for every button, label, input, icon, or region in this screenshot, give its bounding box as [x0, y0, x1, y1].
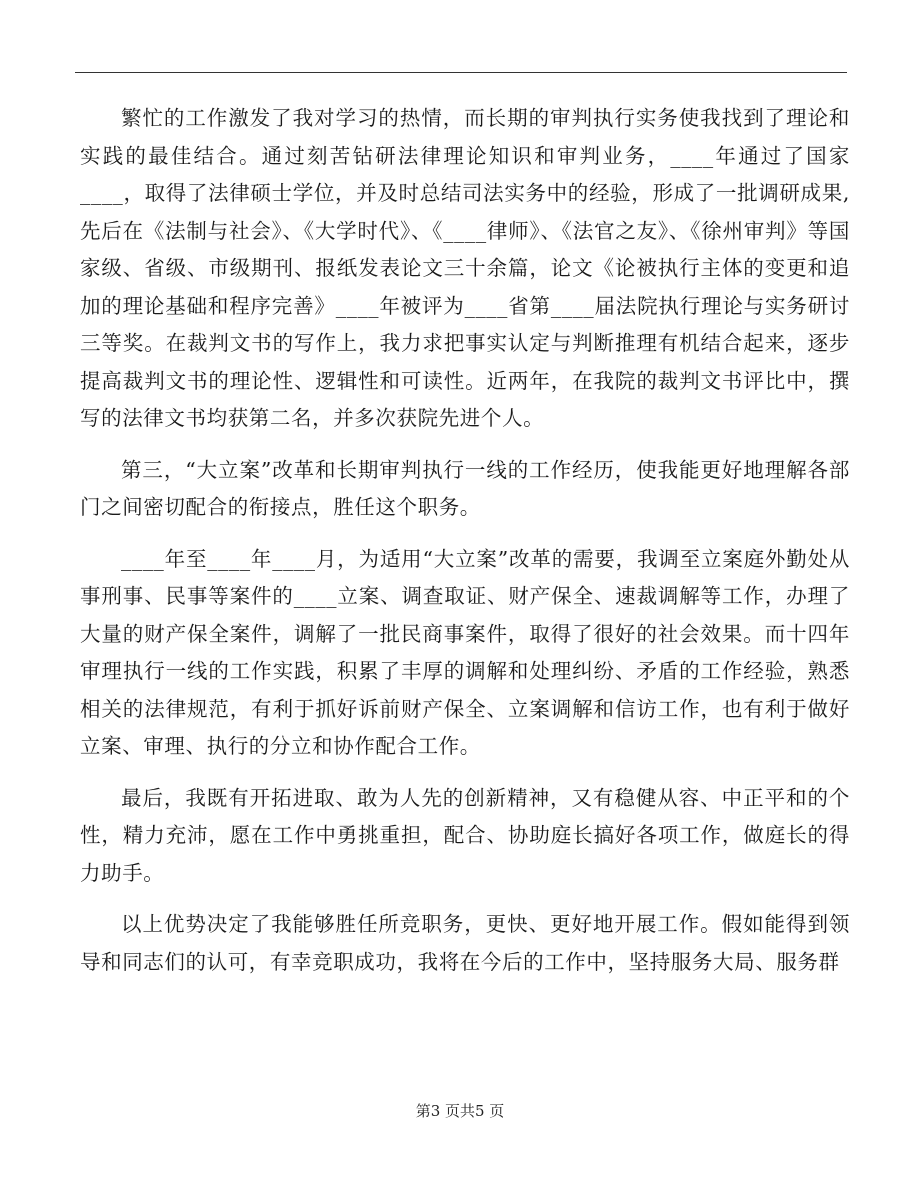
document-body [80, 100, 850, 981]
page-number-footer: 第3 页共5 页 [415, 1102, 505, 1120]
header-divider [75, 72, 847, 73]
paragraph-third-advantage: 第三，“大立案”改革和长期审判执行一线的工作经历，使我能更好地理解各部门之间密切配合的衔接点，胜任这个职务。 [80, 457, 850, 519]
paragraph-case-filing-work: ____年至____年____月，为适用“大立案”改革的需要，我调至立案庭外勤处从事刑事、民事等案件的____立案、调查取证、财产保全、速裁调解等工作，办理了大量的财产保全案件，调解了一批民商事案件，取得了很好的社会效果。而十四年审理执行一线的工作实践，积累了丰厚的调解和处理纠纷、矛盾的工作经验，熟悉相关的法律规范，有利于抓好诉前财产保全、立案调解和信访工作，也有利于做好立案、审理、执行的分立和协作配合工作。 [80, 546, 850, 758]
paragraph-study-and-research: 繁忙的工作激发了我对学习的热情，而长期的审判执行实务使我找到了理论和实践的最佳结合。通过刻苦钻研法律理论知识和审判业务，____年通过了国家____，取得了法律硕士学位，并及时总结司法实务中的经验，形成了一批调研成果,先后在《法制与社会》、《大学时代》、《____律师》、《法官之友》、《徐州审判》等国家级、省级、市级期刊、报纸发表论文三十余篇，论文《论被执行主体的变更和追加的理论基础和程序完善》____年被评为____省第____届法院执行理论与实务研讨三等奖。在裁判文书的写作上，我力求把事实认定与判断推理有机结合起来，逐步提高裁判文书的理论性、逻辑性和可读性。近两年，在我院的裁判文书评比中，撰写的法律文书均获第二名，并多次获院先进个人。 [80, 106, 850, 430]
paragraph-conclusion: 以上优势决定了我能够胜任所竞职务，更快、更好地开展工作。假如能得到领导和同志们的认可，有幸竞职成功，我将在今后的工作中，坚持服务大局、服务群 [80, 912, 850, 974]
paragraph-finally: 最后，我既有开拓进取、敢为人先的创新精神，又有稳健从容、中正平和的个性，精力充沛，愿在工作中勇挑重担，配合、协助庭长搞好各项工作，做庭长的得力助手。 [80, 785, 850, 885]
